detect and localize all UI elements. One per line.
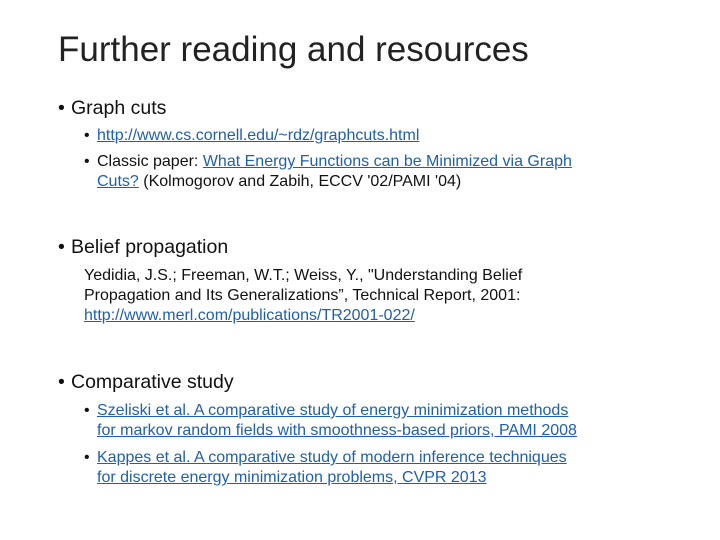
bullet-icon: •: [84, 153, 90, 170]
list-item-graphcuts-url: [84, 126, 684, 146]
section-heading-comparative-study: • Comparative study: [58, 371, 234, 393]
section-heading-graph-cuts: • Graph cuts: [58, 97, 167, 119]
kappes-paper-link-cont[interactable]: for discrete energy minimization problems, CVPR 2013: [97, 469, 487, 486]
bullet-icon: •: [84, 449, 90, 466]
list-item-szeliski: [84, 401, 684, 441]
classic-paper-link-cont[interactable]: Cuts?: [97, 173, 139, 190]
bullet-icon: •: [58, 97, 65, 119]
graphcuts-url-link[interactable]: http://www.cs.cornell.edu/~rdz/graphcuts.html: [97, 127, 420, 144]
list-item-kappes: [84, 448, 684, 488]
bullet-icon: •: [58, 236, 65, 258]
szeliski-paper-link-cont[interactable]: for markov random fields with smoothness-based priors, PAMI 2008: [97, 422, 577, 439]
belief-propagation-reference: Yedidia, J.S.; Freeman, W.T.; Weiss, Y., "Understanding Belief Propagation and Its Generalizations”, Technical Report, 2001: http://www.merl.com/publications/TR2001-022/: [84, 267, 523, 324]
page-title: Further reading and resources: [58, 30, 529, 69]
bullet-icon: •: [84, 127, 90, 144]
merl-report-link[interactable]: http://www.merl.com/publications/TR2001-022/: [84, 307, 415, 324]
kappes-paper-link[interactable]: Kappes et al. A comparative study of modern inference techniques: [97, 449, 567, 466]
section-heading-belief-propagation: • Belief propagation: [58, 236, 229, 258]
list-item-classic-paper: • Classic paper: What Energy Functions can be Minimized via Graph Cuts? (Kolmogorov and Zabih, ECCV '02/PAMI '04): [84, 153, 572, 190]
bullet-icon: •: [58, 371, 65, 393]
bullet-icon: •: [84, 402, 90, 419]
szeliski-paper-link[interactable]: Szeliski et al. A comparative study of energy minimization methods: [97, 402, 569, 419]
classic-paper-link[interactable]: What Energy Functions can be Minimized via Graph: [202, 153, 572, 170]
